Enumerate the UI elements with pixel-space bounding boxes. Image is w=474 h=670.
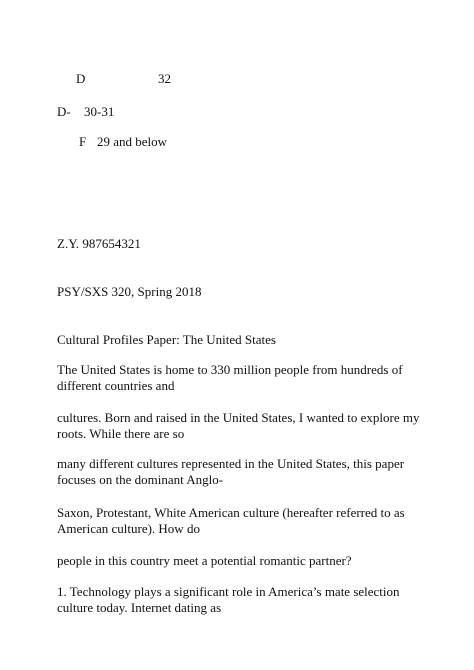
grade-range-f: 29 and below [97,134,168,149]
grade-range-d: 32 [158,71,171,86]
paragraph-6: 1. Technology plays a significant role in America’s mate selection culture today. Internet dating as [57,584,400,615]
paragraph-4: Saxon, Protestant, White American culture (hereafter referred to as American culture). How do [57,505,405,536]
student-id: Z.Y. 987654321 [57,236,141,251]
grade-letter-d: D [76,71,86,86]
paper-title: Cultural Profiles Paper: The United States [57,332,276,347]
grade-letter-f: F [79,134,87,149]
paragraph-2: cultures. Born and raised in the United States, I wanted to explore my roots. While there are so [57,410,420,441]
paragraph-3: many different cultures represented in the United States, this paper focuses on the dominant Anglo- [57,456,405,487]
paragraph-5: people in this country meet a potential romantic partner? [57,553,352,568]
paragraph-1: The United States is home to 330 million people from hundreds of different countries and [57,362,403,393]
course-line: PSY/SXS 320, Spring 2018 [57,284,202,299]
grade-range-d-minus: 30-31 [84,104,115,119]
grade-letter-d-minus: D- [57,104,71,119]
